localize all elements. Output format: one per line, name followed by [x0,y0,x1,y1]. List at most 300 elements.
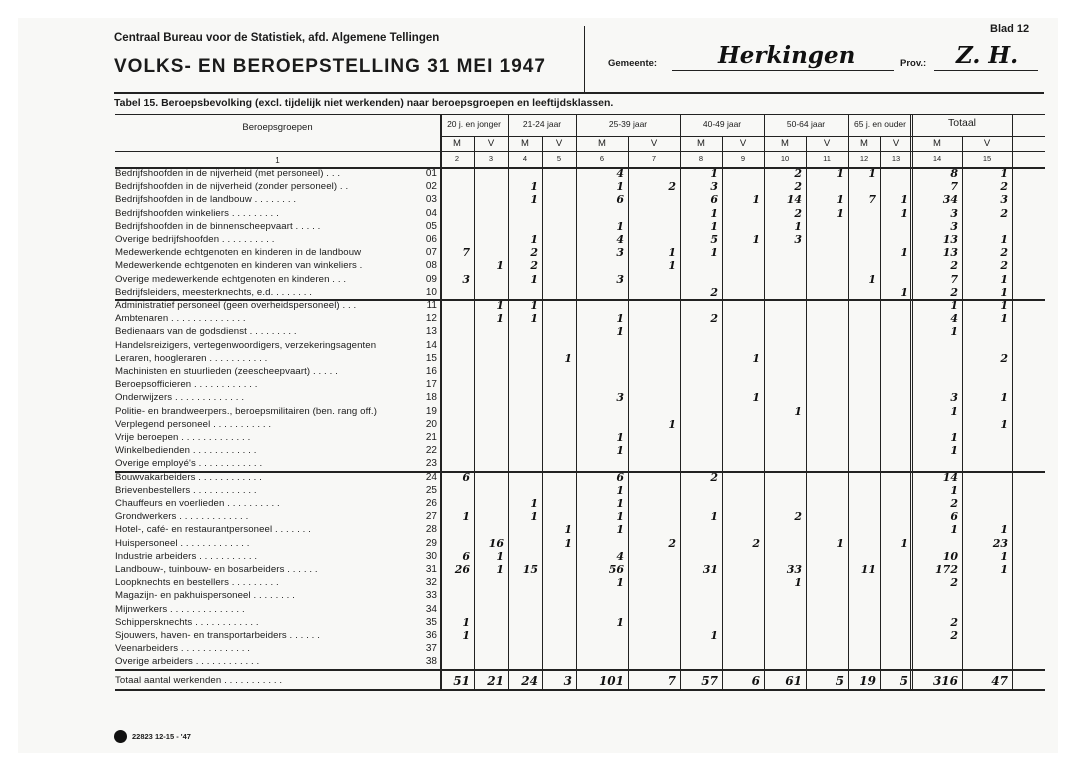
count-cell: 2 [794,206,802,220]
count-cell: 3 [616,246,624,260]
count-cell: 1 [836,167,844,180]
age-group-header: 40-49 jaar [702,119,742,129]
count-cell: 7 [868,193,876,207]
occupation-code: 13 [425,326,437,338]
count-cell: 2 [794,510,802,524]
totaal-column-border [910,114,911,689]
count-cell: 2 [950,285,958,299]
column-number: 11 [823,154,831,163]
sex-header: M [860,138,868,149]
count-cell: 3 [616,272,624,286]
count-cell: 34 [942,193,958,207]
total-cell: 47 [991,673,1008,688]
count-cell: 2 [950,629,958,642]
total-cell: 21 [487,673,504,688]
column-number: 13 [891,154,901,163]
prov-value: Z. H. [956,42,1019,69]
count-cell: 3 [462,272,470,286]
gemeente-value: Herkingen [718,42,856,69]
header-bottom-rule [114,92,1044,94]
occupation-label: Sjouwers, haven- en transportarbeiders . . . . . . [115,630,320,641]
count-cell: 2 [530,259,538,273]
count-cell: 1 [1000,391,1008,405]
column-number: 9 [740,154,746,163]
occupation-code: 05 [425,220,437,232]
occupation-label: Medewerkende echtgenoten en kinderen in de landbouw [115,247,362,259]
occupation-code: 12 [425,313,437,325]
count-cell: 1 [1000,523,1008,537]
column-number: 12 [859,154,869,163]
total-cell: 5 [835,673,844,688]
count-cell: 1 [616,444,624,458]
count-cell: 2 [794,180,802,194]
count-cell: 1 [710,510,718,524]
occupation-code: 34 [425,603,437,615]
occupation-label: Beroepsofficieren . . . . . . . . . . . . [115,379,258,391]
count-cell: 1 [900,193,908,207]
count-cell: 1 [616,431,624,444]
data-table [115,114,1045,726]
occupation-code: 35 [425,616,437,628]
occupation-label: Loopknechts en bestellers . . . . . . . . . [115,577,279,589]
count-cell: 1 [836,536,844,550]
count-cell: 2 [1000,351,1008,365]
group-column-border [576,114,577,689]
count-cell: 4 [616,233,624,246]
count-cell: 1 [868,272,876,286]
header-divider [584,26,585,92]
count-cell: 5 [710,233,718,246]
count-cell: 1 [900,206,908,220]
count-cell: 1 [950,325,958,339]
occupation-label: Verplegend personeel . . . . . . . . . . . [115,418,272,430]
count-cell: 1 [668,259,676,273]
occupation-label: Grondwerkers . . . . . . . . . . . . . [115,511,249,523]
count-cell: 14 [942,470,958,484]
count-cell: 1 [794,219,802,233]
occupation-label: Veenarbeiders . . . . . . . . . . . . . [115,643,251,655]
count-cell: 1 [710,246,718,260]
count-cell: 1 [616,219,624,233]
occupation-code: 28 [425,524,437,536]
count-cell: 1 [530,299,538,312]
sex-column-border [628,136,629,689]
occupation-label: Bedrijfsleiders, meesterknechts, e.d. . . . . . . . [115,286,313,298]
sex-column-border [806,136,807,689]
count-cell: 4 [616,167,624,180]
count-cell: 1 [616,510,624,524]
occupation-label: Brievenbestellers . . . . . . . . . . . . [115,484,257,496]
count-cell: 1 [950,404,958,418]
count-cell: 1 [950,444,958,458]
sex-header: V [487,138,495,149]
occupation-label: Overige arbeiders . . . . . . . . . . . . [115,656,260,668]
count-cell: 1 [616,483,624,497]
sex-header: V [983,138,991,149]
sex-column-border [474,136,475,689]
count-cell: 172 [935,563,958,576]
count-cell: 56 [608,563,624,576]
count-cell: 1 [530,180,538,194]
occupation-label: Winkelbedienden . . . . . . . . . . . . [115,445,257,457]
count-cell: 1 [530,312,538,326]
total-cell: 19 [859,673,876,688]
count-cell: 1 [530,510,538,524]
count-cell: 2 [668,536,676,550]
column-number: 15 [982,154,992,163]
occupation-label: Machinisten en stuurlieden (zeescheepvaart) . . . . . [115,366,338,377]
occupation-code: 36 [425,630,437,641]
occupation-code: 32 [425,577,437,589]
gemeente-underline [672,70,894,71]
count-cell: 1 [950,483,958,497]
occupation-code: 08 [425,260,437,272]
count-cell: 1 [1000,563,1008,576]
count-cell: 6 [462,549,470,563]
count-cell: 1 [1000,233,1008,246]
occupation-code: 07 [425,247,437,259]
occupation-code: 24 [425,471,437,483]
sex-header: V [555,138,563,149]
count-cell: 16 [488,536,504,550]
count-cell: 7 [462,246,470,260]
count-cell: 2 [950,259,958,273]
age-group-header: 21-24 jaar [522,119,562,129]
count-cell: 33 [786,563,802,576]
count-cell: 3 [950,206,958,220]
occupation-code: 26 [425,498,437,509]
occupation-label: Onderwijzers . . . . . . . . . . . . . [115,392,245,404]
sex-header: M [697,138,705,149]
occupation-code: 09 [425,273,437,285]
count-cell: 3 [950,391,958,405]
total-cell: 24 [521,673,538,688]
count-cell: 10 [942,549,958,563]
count-cell: 1 [616,312,624,326]
count-cell: 1 [752,351,760,365]
count-cell: 1 [868,167,876,180]
occupation-code: 27 [425,511,437,523]
column-number: 2 [454,154,460,163]
occupation-label: Industrie arbeiders . . . . . . . . . . . [115,550,258,562]
occupation-label: Mijnwerkers . . . . . . . . . . . . . . [115,603,245,615]
occupation-label: Vrije beroepen . . . . . . . . . . . . . [115,432,251,443]
count-cell: 1 [462,629,470,642]
count-cell: 13 [942,246,958,260]
column-number: 3 [488,154,494,163]
occupation-code: 25 [425,484,437,496]
count-cell: 2 [950,497,958,510]
count-cell: 1 [900,246,908,260]
count-cell: 1 [616,523,624,537]
count-cell: 11 [860,563,876,576]
group-column-border [680,114,681,689]
occupation-label: Overige medewerkende echtgenoten en kinderen . . . [115,273,347,285]
total-cell: 61 [785,673,802,688]
count-cell: 2 [710,312,718,326]
occupation-code: 23 [425,458,437,470]
count-cell: 1 [900,285,908,299]
occupation-label: Bedrijfshoofden in de nijverheid (met personeel) . . . [115,168,341,179]
count-cell: 1 [752,193,760,207]
sex-header: V [823,138,831,149]
occupation-code: 21 [425,432,437,443]
count-cell: 6 [616,193,624,207]
sex-header: M [453,138,461,149]
printer-logo-icon [114,730,127,743]
count-cell: 3 [950,219,958,233]
occupation-code: 37 [425,643,437,655]
count-cell: 2 [710,285,718,299]
occupation-label: Landbouw-, tuinbouw- en bosarbeiders . . . . . . [115,564,318,575]
count-cell: 1 [1000,299,1008,312]
column-number: 14 [932,154,942,163]
column-number: 6 [599,154,605,163]
occupation-code: 18 [425,392,437,404]
count-cell: 1 [564,351,572,365]
form-title: VOLKS- EN BEROEPSTELLING 31 MEI 1947 [114,56,546,77]
count-cell: 1 [710,167,718,180]
count-cell: 1 [1000,167,1008,180]
age-group-header: 65 j. en ouder [854,119,906,129]
column-number: 8 [698,154,704,163]
count-cell: 2 [752,536,760,550]
occupation-code: 19 [425,405,437,417]
census-form-sheet [18,18,1058,753]
count-cell: 1 [710,629,718,642]
table-bottom-rule [115,689,1045,691]
count-cell: 1 [1000,285,1008,299]
occupation-label: Administratief personeel (geen overheidspersoneel) . . . [115,300,357,311]
col-number-1: 1 [275,156,280,165]
count-cell: 2 [668,180,676,194]
occupation-code: 29 [425,537,437,549]
occupation-label: Magazijn- en pakhuispersoneel . . . . . . . . [115,590,295,602]
count-cell: 1 [616,325,624,339]
count-cell: 6 [616,470,624,484]
sex-header: M [933,138,941,149]
group-header-rule [440,136,1045,137]
occupation-label: Chauffeurs en voerlieden . . . . . . . . . . [115,498,280,509]
prov-underline [934,70,1038,71]
occupation-label: Schippersknechts . . . . . . . . . . . . [115,616,259,628]
occupation-code: 03 [425,194,437,206]
age-group-header: 50-64 jaar [786,119,826,129]
occupation-label: Huispersoneel . . . . . . . . . . . . . [115,537,250,549]
count-cell: 1 [530,193,538,207]
count-cell: 31 [702,563,718,576]
column-number: 5 [556,154,562,163]
count-cell: 1 [752,233,760,246]
bureau-name: Centraal Bureau voor de Statistiek, afd. Algemene Tellingen [114,32,440,44]
sex-column-border [542,136,543,689]
count-cell: 4 [950,312,958,326]
count-cell: 26 [454,563,470,576]
total-cell: 316 [932,673,958,688]
occupation-code: 30 [425,550,437,562]
count-cell: 3 [616,391,624,405]
occupation-label: Medewerkende echtgenoten en kinderen van winkeliers . [115,260,363,272]
sex-header-rule [115,151,1045,152]
count-cell: 1 [836,206,844,220]
occupation-label: Leraren, hoogleraren . . . . . . . . . . . [115,352,268,364]
occupation-code: 01 [425,168,437,179]
count-cell: 1 [1000,549,1008,563]
count-cell: 14 [786,193,802,207]
gemeente-label: Gemeente: [608,58,658,69]
age-group-header: Totaal [947,117,977,129]
group-column-border [764,114,765,689]
count-cell: 6 [950,510,958,524]
total-cell: 7 [667,673,676,688]
count-cell: 1 [530,233,538,246]
count-cell: 7 [950,272,958,286]
occupation-label: Hotel-, café- en restaurantpersoneel . . . . . . . [115,524,311,536]
count-cell: 1 [616,576,624,590]
total-cell: 6 [751,673,760,688]
count-cell: 6 [462,470,470,484]
occupation-code: 31 [425,564,437,575]
count-cell: 1 [836,193,844,207]
total-cell: 51 [453,673,470,688]
count-cell: 1 [752,391,760,405]
count-cell: 8 [950,167,958,180]
count-cell: 1 [794,404,802,418]
occupation-code: 16 [425,366,437,377]
count-cell: 15 [522,563,538,576]
occupation-code: 11 [426,300,437,311]
sex-column-border [722,136,723,689]
body-bottom-rule [115,669,1045,671]
column-number: 7 [651,154,657,163]
count-cell: 1 [710,206,718,220]
count-cell: 2 [710,470,718,484]
total-cell: 57 [701,673,718,688]
blad-number: Blad 12 [990,23,1030,35]
occupation-label: Bedrijfshoofden in de binnenscheepvaart . . . . . [115,220,321,232]
total-cell: 5 [899,673,908,688]
count-cell: 1 [710,219,718,233]
total-cell: 101 [598,673,624,688]
sex-header: V [650,138,658,149]
count-cell: 2 [1000,246,1008,260]
count-cell: 1 [564,536,572,550]
count-cell: 3 [794,233,802,246]
table-title: Tabel 15. Beroepsbevolking (excl. tijdelijk niet werkenden) naar beroepsgroepen en leeftijdsklassen. [114,97,614,109]
count-cell: 1 [668,417,676,431]
age-group-header: 20 j. en jonger [447,119,501,129]
occupation-code: 33 [425,590,437,602]
total-cell: 3 [563,673,572,688]
count-cell: 2 [794,167,802,180]
count-cell: 2 [1000,206,1008,220]
count-cell: 7 [950,180,958,194]
sex-header: M [521,138,529,149]
occupation-label: Overige bedrijfshoofden . . . . . . . . . . [115,234,275,245]
count-cell: 1 [1000,312,1008,326]
occupation-code: 15 [425,352,437,364]
count-cell: 4 [616,549,624,563]
sex-header: V [739,138,747,149]
totals-label: Totaal aantal werkenden . . . . . . . . . . . [115,674,283,686]
occupation-code: 06 [425,234,437,245]
count-cell: 2 [950,615,958,629]
count-cell: 1 [616,497,624,510]
count-cell: 1 [950,299,958,312]
count-cell: 1 [462,615,470,629]
count-cell: 1 [950,523,958,537]
sex-column-border [962,136,963,689]
count-cell: 1 [496,312,504,326]
occupation-code: 14 [425,339,437,351]
print-code: 22823 12-15 - '47 [132,732,191,741]
sex-header: M [781,138,789,149]
occupation-code: 02 [425,181,437,193]
count-cell: 1 [1000,272,1008,286]
count-cell: 2 [530,246,538,260]
count-cell: 1 [462,510,470,524]
occupation-code: 04 [425,207,437,219]
count-cell: 1 [530,497,538,510]
count-cell: 1 [496,299,504,312]
count-cell: 23 [992,536,1008,550]
occupation-code: 20 [425,418,437,430]
group-column-border [912,114,913,689]
count-cell: 6 [710,193,718,207]
occupation-code: 38 [425,656,437,668]
occupation-code: 17 [425,379,437,391]
count-cell: 1 [900,536,908,550]
count-cell: 1 [616,615,624,629]
occupation-code: 10 [425,286,437,298]
occupation-label: Bedienaars van de godsdienst . . . . . . . . . [115,326,297,338]
count-cell: 3 [1000,193,1008,207]
occupation-label: Bedrijfshoofden in de landbouw . . . . . . . . [115,194,297,206]
occupation-label: Ambtenaren . . . . . . . . . . . . . . [115,313,246,325]
age-group-header: 25-39 jaar [608,119,648,129]
count-cell: 1 [564,523,572,537]
column-number: 10 [780,154,790,163]
occupation-label: Bouwvakarbeiders . . . . . . . . . . . . [115,471,262,483]
count-cell: 1 [496,563,504,576]
count-cell: 1 [496,259,504,273]
table-right-border [1012,114,1013,689]
occupation-label: Bedrijfshoofden winkeliers . . . . . . . . . [115,207,279,219]
count-cell: 1 [1000,417,1008,431]
count-cell: 3 [710,180,718,194]
prov-label: Prov.: [900,58,927,69]
occupation-label: Overige employé's . . . . . . . . . . . . [115,458,263,470]
count-cell: 1 [496,549,504,563]
table-top-rule [115,114,1045,115]
occupation-label: Bedrijfshoofden in de nijverheid (zonder personeel) . . [115,181,349,193]
sex-header: M [598,138,606,149]
count-cell: 1 [794,576,802,590]
count-cell: 13 [942,233,958,246]
column-number: 4 [522,154,528,163]
count-cell: 1 [668,246,676,260]
occupation-label: Handelsreizigers, vertegenwoordigers, verzekeringsagenten [115,339,377,351]
occupation-label: Politie- en brandweerpers., beroepsmilitairen (ben. rang off.) [115,405,377,417]
occupation-code: 22 [425,445,437,457]
label-column-border [440,114,442,689]
count-cell: 2 [1000,180,1008,194]
count-cell: 2 [950,576,958,590]
count-cell: 1 [616,180,624,194]
count-cell: 1 [950,431,958,444]
count-cell: 1 [530,272,538,286]
sex-header: V [892,138,900,149]
